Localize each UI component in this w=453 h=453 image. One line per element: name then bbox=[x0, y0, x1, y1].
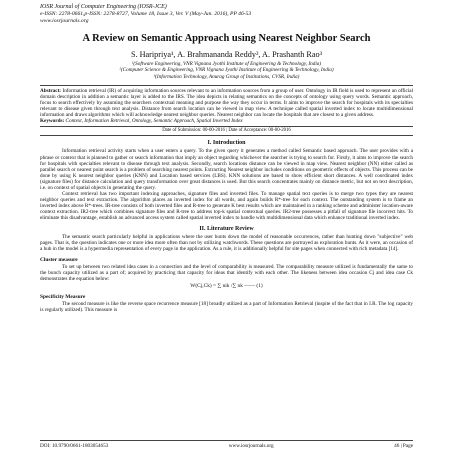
keywords bbox=[40, 118, 413, 124]
affiliation-3: ³(Information Technology, Anurag Group of Institutions, CVSR, India) bbox=[153, 73, 300, 80]
affiliation-1: ¹(Software Engineering, VNR Vignana Jyothi Institute of Engineering & Technology, India) bbox=[131, 61, 322, 67]
abstract-label: Abstract: bbox=[40, 87, 62, 94]
footer-website[interactable]: www.iosrjournals.org bbox=[228, 443, 274, 449]
specificity-paragraph-1: The second measure is like the reverse space recurrence measure [18] broadly utilized as a part of Information Retrieval (inspite of the fact that in I.R. The log capacity is regularly utilized). This measure is bbox=[40, 301, 413, 314]
journal-name: IOSR Journal of Computer Engineering (IOSR-JCE) bbox=[40, 4, 167, 10]
affiliation-2: ²(Computer Science & Engineering, VNR Vignana Jyothi Institute of Engineering & Technology, India) bbox=[119, 67, 334, 74]
keywords-text: Context, Information Retrieval, Ontology, Semantic Approach, Spatial Inverted Index bbox=[65, 118, 243, 125]
paper-title: A Review on Semantic Approach using Nearest Neighbor Search bbox=[82, 33, 371, 44]
submission-dateline: Date of Submission: 00-00-2016 | Date of Acceptance: 00-00-2016 bbox=[40, 127, 413, 136]
cluster-paragraph-1: To set up between two related idea cases in a connection and the level of comparability is measured. The comparability measure utilized is fundamentally the same to the bunch capacity utilized as a part of; acquired by practicing that capacity for ideas that identify with each other. The likeness between idea occasion Cj and idea case Ck demonstrates the equation below: bbox=[40, 263, 413, 283]
abstract bbox=[40, 88, 413, 118]
literature-paragraph-1: The semantic search particularly helpful in applications where the user hunts down the model of reasonable occurrences, rather than hunting down "subjective" web pages. That is, the question indicates one or more idea more often than not by utilizing watchwords. These questions are portrayed as exploration hunts. As it were, an occasion of a hub in the model is a hypermedia representation of every page in the application. As a rule, it is additionally helpful for site pages when connected with rich metadata [14]. bbox=[40, 233, 413, 252]
footer-doi: DOI: 10.9790/0661-1803054653 bbox=[40, 443, 109, 449]
abstract-text: Information retrieval (IR) of acquiring information sources relevant to an information sources from a group of user. Ontology in IR field is used to represent an official domain description in addition a semantic layer is added to the IRS. The idea depicts in relating semantics on the concepts of ontology using query words. Semantic approach, focus to search effectively by assuming the searchers contextual meaning and purpose the way they occur in terms. It aims to improve the search for hospitals with its specialties relevant to disease given through text analysis. Distance from search location can be viewed in map view. A technique called spatial inverted index to locate multidimensional information and draws algorithms which will acknowledge nearest neighbor queries. Nearest neighbor can locate the hospitals that are closest to a given address. bbox=[40, 87, 413, 119]
abstract-block bbox=[40, 85, 413, 128]
equation-1: W(Cj,Ck) = ∑ nik /∑ nk —— (1) bbox=[190, 283, 263, 290]
journal-masthead bbox=[40, 4, 413, 25]
journal-website[interactable]: www.iosrjournals.org bbox=[40, 18, 89, 24]
journal-issn: e-ISSN: 2278-0661,p-ISSN: 2278-8727, Volume 18, Issue 3, Ver. V (May-Jun. 2016), PP 46-53 bbox=[40, 11, 252, 17]
section-heading-introduction: I. Introduction bbox=[207, 140, 246, 147]
subheading-cluster-measure: Cluster measure bbox=[40, 256, 78, 263]
footer-page-number: 46 | Page bbox=[394, 443, 413, 449]
affiliations bbox=[40, 61, 413, 80]
paper-authors: S. Haripriya¹, A. Brahmananda Reddy², A. Prashanth Rao³ bbox=[130, 50, 323, 59]
intro-paragraph-1: Information retrieval activity starts when a user enters a query. To the given query it generates a method called Semantic based approach. The user provides with a phrase or context that is planned to gather or search information that imply an object regarding whichever the searcher is trying to search for. Firstly, it aims to improve the search for hospitals with specialties relevant to disease through text analysis. Secondly, search locations distance can be viewed in map view. Nearest neighbor (NN) either called as parallel search or nearest point search is a problem of searching nearest points. Extracting Nearest neighbor includes conditions on geometric effects of objects. This process can be done by using K nearest neighbor queries (KNN) and Location based services (LBS). KNN solutions are based to show efficient short distances. A well coordinated index (signature files) for distance calculation and query transformation over great distances is used. But this search concentrates mainly on distance metric, but not on text description, i.e. on context of spatial objects in generating the query. bbox=[40, 148, 413, 192]
section-heading-literature-review: II. Literature Review bbox=[199, 225, 254, 232]
keywords-label: Keywords: bbox=[40, 118, 65, 125]
page-footer bbox=[40, 440, 413, 449]
subheading-specificity-measure: Specificity Measure bbox=[40, 294, 86, 301]
intro-paragraph-2: Context retrieval has two important indexing approaches, signature files and inverted files. To manage spatial text queries is to merge two types they are nearest neighbor queries and text extraction. The algorithm places an inverted index for all words, and again builds R*-tree for each context. The outstanding system is to frame an inverted index above R*-trees. IR-tree consists of both inverted files and R-tree to generate K best results which are maintained in a ranking scheme and administer location-aware context extraction. IR2-tree which combines signature files and R-tree to address top-k spatial contextual queries. IR2-tree possesses a pitfall of signature file incorrect hits. To eliminate this disadvantage, establish an advanced access system called spatial inverted index to handle with multidimensional data which enhance traditional inverted index. bbox=[40, 191, 413, 222]
